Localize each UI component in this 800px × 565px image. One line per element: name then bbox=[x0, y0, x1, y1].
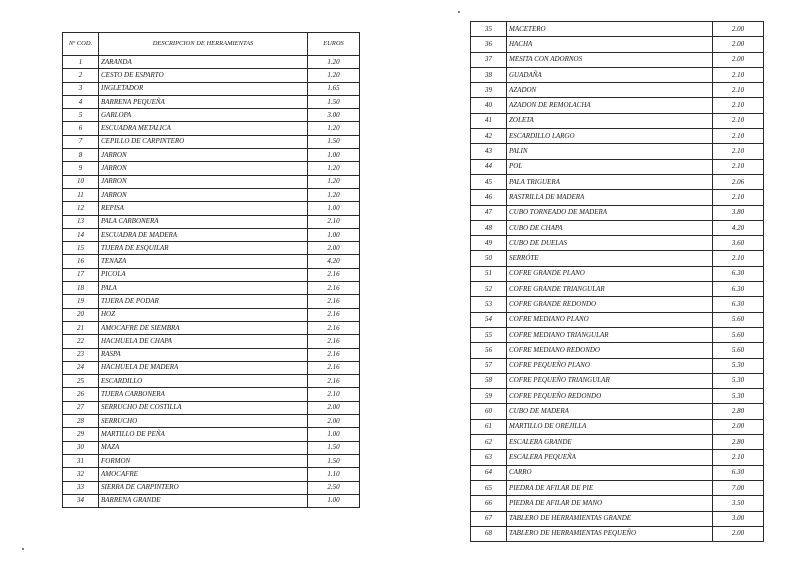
right-table-body bbox=[471, 22, 764, 542]
item-price-cell: 1.10 bbox=[308, 468, 360, 481]
item-price-cell: 2.50 bbox=[308, 481, 360, 494]
table-row bbox=[471, 22, 764, 37]
item-price-cell: 5.60 bbox=[713, 327, 764, 342]
tools-table-left bbox=[62, 32, 360, 508]
item-code-cell: 19 bbox=[63, 295, 99, 308]
code-column-header: Nº COD. bbox=[63, 33, 99, 56]
table-row bbox=[63, 428, 360, 441]
table-row bbox=[471, 144, 764, 159]
item-price-cell: 2.06 bbox=[713, 174, 764, 189]
table-row bbox=[63, 441, 360, 454]
table-header-row bbox=[63, 33, 360, 56]
item-price-cell: 7.00 bbox=[713, 480, 764, 495]
item-description-cell: PICOLA bbox=[99, 268, 308, 281]
table-row bbox=[471, 67, 764, 82]
table-row bbox=[63, 308, 360, 321]
item-code-cell: 13 bbox=[63, 215, 99, 228]
item-description-cell: CUBO DE CHAPA bbox=[507, 220, 713, 235]
table-row bbox=[471, 52, 764, 67]
item-description-cell: JARRON bbox=[99, 188, 308, 201]
tools-table-right bbox=[470, 21, 764, 542]
table-row bbox=[63, 202, 360, 215]
item-description-cell: CEPILLO DE CARPINTERO bbox=[99, 135, 308, 148]
item-price-cell: 2.16 bbox=[308, 361, 360, 374]
table-row bbox=[471, 266, 764, 281]
item-price-cell: 1.20 bbox=[308, 162, 360, 175]
item-price-cell: 1.65 bbox=[308, 82, 360, 95]
item-code-cell: 42 bbox=[471, 129, 507, 144]
item-description-cell: CARRO bbox=[507, 465, 713, 480]
item-description-cell: AMOCAFRE bbox=[99, 468, 308, 481]
item-description-cell: REPISA bbox=[99, 202, 308, 215]
item-price-cell: 1.00 bbox=[308, 428, 360, 441]
item-description-cell: INGLETADOR bbox=[99, 82, 308, 95]
item-price-cell: 1.00 bbox=[308, 228, 360, 241]
item-price-cell: 2.10 bbox=[713, 251, 764, 266]
table-row bbox=[471, 205, 764, 220]
table-row bbox=[471, 435, 764, 450]
table-row bbox=[471, 450, 764, 465]
table-row bbox=[63, 82, 360, 95]
item-price-cell: 3.60 bbox=[713, 236, 764, 251]
item-code-cell: 33 bbox=[63, 481, 99, 494]
item-code-cell: 68 bbox=[471, 526, 507, 541]
item-code-cell: 6 bbox=[63, 122, 99, 135]
item-description-cell: JARRON bbox=[99, 149, 308, 162]
item-description-cell: MARTILLO DE PEÑA bbox=[99, 428, 308, 441]
item-price-cell: 2.00 bbox=[713, 419, 764, 434]
item-description-cell: POL bbox=[507, 159, 713, 174]
item-description-cell: ZARANDA bbox=[99, 56, 308, 69]
item-code-cell: 60 bbox=[471, 404, 507, 419]
item-code-cell: 16 bbox=[63, 255, 99, 268]
table-row bbox=[471, 190, 764, 205]
item-code-cell: 66 bbox=[471, 496, 507, 511]
item-price-cell: 2.10 bbox=[713, 450, 764, 465]
item-price-cell: 2.00 bbox=[713, 22, 764, 37]
item-price-cell: 1.20 bbox=[308, 56, 360, 69]
item-price-cell: 2.10 bbox=[713, 67, 764, 82]
item-description-cell: HACHUELA DE CHAPA bbox=[99, 335, 308, 348]
item-price-cell: 5.60 bbox=[713, 343, 764, 358]
item-code-cell: 56 bbox=[471, 343, 507, 358]
item-price-cell: 3.00 bbox=[308, 109, 360, 122]
item-price-cell: 3.50 bbox=[713, 496, 764, 511]
item-description-cell: PIEDRA DE AFILAR DE PIE bbox=[507, 480, 713, 495]
item-description-cell: GUADAÑA bbox=[507, 67, 713, 82]
table-row bbox=[63, 335, 360, 348]
item-description-cell: AZADON bbox=[507, 83, 713, 98]
item-code-cell: 10 bbox=[63, 175, 99, 188]
item-price-cell: 1.50 bbox=[308, 95, 360, 108]
item-description-cell: JARRON bbox=[99, 162, 308, 175]
item-description-cell: TABLERO DE HERRAMIENTAS GRANDE bbox=[507, 511, 713, 526]
table-row bbox=[471, 465, 764, 480]
item-price-cell: 1.00 bbox=[308, 149, 360, 162]
table-row bbox=[471, 251, 764, 266]
item-price-cell: 5.30 bbox=[713, 358, 764, 373]
item-code-cell: 27 bbox=[63, 401, 99, 414]
item-description-cell: PALA CARBONERA bbox=[99, 215, 308, 228]
item-code-cell: 29 bbox=[63, 428, 99, 441]
item-price-cell: 2.00 bbox=[713, 52, 764, 67]
item-code-cell: 25 bbox=[63, 375, 99, 388]
item-code-cell: 38 bbox=[471, 67, 507, 82]
item-description-cell: ESCUADRA METALICA bbox=[99, 122, 308, 135]
table-row bbox=[63, 215, 360, 228]
item-price-cell: 2.10 bbox=[713, 83, 764, 98]
table-row bbox=[63, 375, 360, 388]
table-row bbox=[63, 268, 360, 281]
item-description-cell: COFRE GRANDE REDONDO bbox=[507, 297, 713, 312]
table-row bbox=[471, 358, 764, 373]
table-row bbox=[63, 454, 360, 467]
item-code-cell: 15 bbox=[63, 242, 99, 255]
item-code-cell: 9 bbox=[63, 162, 99, 175]
item-price-cell: 2.10 bbox=[713, 159, 764, 174]
item-code-cell: 14 bbox=[63, 228, 99, 241]
item-code-cell: 65 bbox=[471, 480, 507, 495]
table-row bbox=[63, 468, 360, 481]
item-description-cell: AZADON DE REMOLACHA bbox=[507, 98, 713, 113]
item-code-cell: 31 bbox=[63, 454, 99, 467]
table-row bbox=[471, 511, 764, 526]
item-description-cell: PIEDRA DE AFILAR DE MANO bbox=[507, 496, 713, 511]
table-row bbox=[471, 526, 764, 541]
table-row bbox=[63, 321, 360, 334]
item-code-cell: 17 bbox=[63, 268, 99, 281]
item-code-cell: 43 bbox=[471, 144, 507, 159]
item-code-cell: 40 bbox=[471, 98, 507, 113]
table-row bbox=[63, 175, 360, 188]
table-row bbox=[471, 98, 764, 113]
item-price-cell: 2.10 bbox=[713, 129, 764, 144]
item-description-cell: COFRE GRANDE PLANO bbox=[507, 266, 713, 281]
item-code-cell: 20 bbox=[63, 308, 99, 321]
table-row bbox=[471, 343, 764, 358]
table-row bbox=[63, 282, 360, 295]
item-description-cell: COFRE PEQUEÑO REDONDO bbox=[507, 389, 713, 404]
table-row bbox=[63, 69, 360, 82]
item-price-cell: 3.00 bbox=[713, 511, 764, 526]
item-code-cell: 47 bbox=[471, 205, 507, 220]
left-table-body bbox=[63, 56, 360, 508]
item-code-cell: 67 bbox=[471, 511, 507, 526]
item-price-cell: 2.16 bbox=[308, 348, 360, 361]
item-description-cell: CUBO TORNEADO DE MADERA bbox=[507, 205, 713, 220]
item-code-cell: 5 bbox=[63, 109, 99, 122]
item-price-cell: 2.80 bbox=[713, 435, 764, 450]
item-code-cell: 48 bbox=[471, 220, 507, 235]
item-description-cell: MAZA bbox=[99, 441, 308, 454]
item-price-cell: 1.20 bbox=[308, 175, 360, 188]
item-description-cell: TENAZA bbox=[99, 255, 308, 268]
item-code-cell: 24 bbox=[63, 361, 99, 374]
item-code-cell: 44 bbox=[471, 159, 507, 174]
item-description-cell: FORMON bbox=[99, 454, 308, 467]
item-description-cell: GARLOPA bbox=[99, 109, 308, 122]
item-description-cell: HOZ bbox=[99, 308, 308, 321]
item-code-cell: 55 bbox=[471, 327, 507, 342]
item-price-cell: 2.00 bbox=[713, 526, 764, 541]
item-price-cell: 2.00 bbox=[308, 401, 360, 414]
item-description-cell: COFRE MEDIANO REDONDO bbox=[507, 343, 713, 358]
item-code-cell: 22 bbox=[63, 335, 99, 348]
item-price-cell: 2.16 bbox=[308, 335, 360, 348]
item-code-cell: 61 bbox=[471, 419, 507, 434]
item-description-cell: CESTO DE ESPARTO bbox=[99, 69, 308, 82]
item-code-cell: 59 bbox=[471, 389, 507, 404]
table-row bbox=[63, 295, 360, 308]
item-price-cell: 5.30 bbox=[713, 373, 764, 388]
item-description-cell: COFRE MEDIANO TRIANGULAR bbox=[507, 327, 713, 342]
item-description-cell: SERRÓTE bbox=[507, 251, 713, 266]
item-price-cell: 5.30 bbox=[713, 389, 764, 404]
table-row bbox=[63, 481, 360, 494]
item-code-cell: 21 bbox=[63, 321, 99, 334]
item-price-cell: 2.16 bbox=[308, 321, 360, 334]
item-price-cell: 2.16 bbox=[308, 308, 360, 321]
table-row bbox=[471, 113, 764, 128]
item-description-cell: CUBO DE DUELAS bbox=[507, 236, 713, 251]
item-code-cell: 41 bbox=[471, 113, 507, 128]
table-row bbox=[471, 83, 764, 98]
item-price-cell: 2.16 bbox=[308, 375, 360, 388]
item-code-cell: 39 bbox=[471, 83, 507, 98]
item-price-cell: 6.30 bbox=[713, 465, 764, 480]
table-row bbox=[63, 494, 360, 507]
item-code-cell: 34 bbox=[63, 494, 99, 507]
item-price-cell: 2.00 bbox=[308, 242, 360, 255]
table-row bbox=[471, 373, 764, 388]
item-code-cell: 50 bbox=[471, 251, 507, 266]
item-price-cell: 1.00 bbox=[308, 494, 360, 507]
item-price-cell: 6.30 bbox=[713, 297, 764, 312]
item-description-cell: CUBO DE MADERA bbox=[507, 404, 713, 419]
item-price-cell: 1.20 bbox=[308, 69, 360, 82]
item-description-cell: PALIN bbox=[507, 144, 713, 159]
item-description-cell: COFRE PEQUEÑO TRIANGULAR bbox=[507, 373, 713, 388]
item-code-cell: 54 bbox=[471, 312, 507, 327]
item-description-cell: COFRE GRANDE TRIANGULAR bbox=[507, 282, 713, 297]
item-code-cell: 49 bbox=[471, 236, 507, 251]
item-price-cell: 6.30 bbox=[713, 282, 764, 297]
description-column-header: DESCRIPCION DE HERRAMIENTAS bbox=[99, 33, 308, 56]
item-description-cell: ESCARDILLO LARGO bbox=[507, 129, 713, 144]
table-row bbox=[471, 389, 764, 404]
item-price-cell: 2.16 bbox=[308, 295, 360, 308]
item-price-cell: 2.10 bbox=[308, 215, 360, 228]
table-row bbox=[63, 242, 360, 255]
table-row bbox=[471, 312, 764, 327]
item-description-cell: TIJERA DE PODAR bbox=[99, 295, 308, 308]
item-price-cell: 2.10 bbox=[713, 113, 764, 128]
item-description-cell: MESITA CON ADORNOS bbox=[507, 52, 713, 67]
item-description-cell: SIERRA DE CARPINTERO bbox=[99, 481, 308, 494]
item-code-cell: 30 bbox=[63, 441, 99, 454]
table-row bbox=[63, 415, 360, 428]
item-code-cell: 45 bbox=[471, 174, 507, 189]
item-price-cell: 2.80 bbox=[713, 404, 764, 419]
item-price-cell: 5.60 bbox=[713, 312, 764, 327]
table-row bbox=[471, 159, 764, 174]
item-description-cell: COFRE MEDIANO PLANO bbox=[507, 312, 713, 327]
item-code-cell: 36 bbox=[471, 37, 507, 52]
item-code-cell: 32 bbox=[63, 468, 99, 481]
item-description-cell: ESCALERA GRANDE bbox=[507, 435, 713, 450]
item-code-cell: 4 bbox=[63, 95, 99, 108]
item-code-cell: 26 bbox=[63, 388, 99, 401]
item-description-cell: PALA TRIGUERA bbox=[507, 174, 713, 189]
table-row bbox=[63, 149, 360, 162]
item-description-cell: TABLERO DE HERRAMIENTAS PEQUEÑO bbox=[507, 526, 713, 541]
item-description-cell: MARTILLO DE OREJILLA bbox=[507, 419, 713, 434]
item-price-cell: 2.10 bbox=[713, 98, 764, 113]
table-row bbox=[63, 388, 360, 401]
table-row bbox=[471, 297, 764, 312]
item-code-cell: 57 bbox=[471, 358, 507, 373]
item-code-cell: 63 bbox=[471, 450, 507, 465]
table-row bbox=[471, 236, 764, 251]
table-row bbox=[471, 282, 764, 297]
item-code-cell: 8 bbox=[63, 149, 99, 162]
item-price-cell: 1.50 bbox=[308, 441, 360, 454]
table-row bbox=[471, 220, 764, 235]
table-row bbox=[63, 109, 360, 122]
item-description-cell: ZOLETA bbox=[507, 113, 713, 128]
item-description-cell: ESCALERA PEQUEÑA bbox=[507, 450, 713, 465]
item-price-cell: 4.20 bbox=[713, 220, 764, 235]
table-row bbox=[63, 401, 360, 414]
item-price-cell: 2.16 bbox=[308, 268, 360, 281]
item-code-cell: 58 bbox=[471, 373, 507, 388]
item-code-cell: 52 bbox=[471, 282, 507, 297]
table-row bbox=[63, 95, 360, 108]
item-price-cell: 2.10 bbox=[713, 190, 764, 205]
item-price-cell: 2.16 bbox=[308, 282, 360, 295]
item-description-cell: JARRON bbox=[99, 175, 308, 188]
item-price-cell: 1.00 bbox=[308, 202, 360, 215]
item-code-cell: 2 bbox=[63, 69, 99, 82]
item-description-cell: TIJERA CARBONERA bbox=[99, 388, 308, 401]
table-row bbox=[63, 228, 360, 241]
table-row bbox=[63, 56, 360, 69]
price-column-header: EUROS bbox=[308, 33, 360, 56]
table-row bbox=[63, 135, 360, 148]
item-description-cell: MACETERO bbox=[507, 22, 713, 37]
item-code-cell: 51 bbox=[471, 266, 507, 281]
item-description-cell: ESCARDILLO bbox=[99, 375, 308, 388]
item-code-cell: 37 bbox=[471, 52, 507, 67]
item-price-cell: 1.20 bbox=[308, 188, 360, 201]
scan-speck bbox=[458, 11, 460, 13]
item-code-cell: 53 bbox=[471, 297, 507, 312]
item-price-cell: 2.10 bbox=[308, 388, 360, 401]
item-price-cell: 1.20 bbox=[308, 122, 360, 135]
item-price-cell: 1.50 bbox=[308, 135, 360, 148]
item-price-cell: 4.20 bbox=[308, 255, 360, 268]
item-description-cell: RASPA bbox=[99, 348, 308, 361]
item-price-cell: 2.10 bbox=[713, 144, 764, 159]
table-row bbox=[471, 496, 764, 511]
item-description-cell: HACHUELA DE MADERA bbox=[99, 361, 308, 374]
item-code-cell: 62 bbox=[471, 435, 507, 450]
table-row bbox=[471, 404, 764, 419]
item-description-cell: HACHA bbox=[507, 37, 713, 52]
item-code-cell: 12 bbox=[63, 202, 99, 215]
table-row bbox=[63, 122, 360, 135]
item-code-cell: 7 bbox=[63, 135, 99, 148]
item-code-cell: 18 bbox=[63, 282, 99, 295]
item-description-cell: AMOCAFRE DE SIEMBRA bbox=[99, 321, 308, 334]
table-row bbox=[471, 174, 764, 189]
table-row bbox=[471, 480, 764, 495]
item-description-cell: SERRUCHO bbox=[99, 415, 308, 428]
table-row bbox=[63, 361, 360, 374]
item-code-cell: 3 bbox=[63, 82, 99, 95]
table-row bbox=[63, 348, 360, 361]
item-code-cell: 1 bbox=[63, 56, 99, 69]
item-description-cell: COFRE PEQUEÑO PLANO bbox=[507, 358, 713, 373]
item-description-cell: TIJERA DE ESQUILAR bbox=[99, 242, 308, 255]
table-row bbox=[63, 162, 360, 175]
item-description-cell: PALA bbox=[99, 282, 308, 295]
item-code-cell: 46 bbox=[471, 190, 507, 205]
table-row bbox=[471, 327, 764, 342]
item-price-cell: 1.50 bbox=[308, 454, 360, 467]
table-row bbox=[471, 37, 764, 52]
item-description-cell: ESCUADRA DE MADERA bbox=[99, 228, 308, 241]
table-row bbox=[471, 129, 764, 144]
item-code-cell: 28 bbox=[63, 415, 99, 428]
item-price-cell: 6.30 bbox=[713, 266, 764, 281]
item-price-cell: 2.00 bbox=[308, 415, 360, 428]
item-code-cell: 23 bbox=[63, 348, 99, 361]
item-description-cell: SERRUCHO DE COSTILLA bbox=[99, 401, 308, 414]
item-code-cell: 11 bbox=[63, 188, 99, 201]
item-price-cell: 2.00 bbox=[713, 37, 764, 52]
table-row bbox=[63, 188, 360, 201]
item-description-cell: RASTRILLA DE MADERA bbox=[507, 190, 713, 205]
item-code-cell: 35 bbox=[471, 22, 507, 37]
item-code-cell: 64 bbox=[471, 465, 507, 480]
item-description-cell: BARRENA GRANDE bbox=[99, 494, 308, 507]
scan-speck bbox=[22, 548, 24, 550]
item-description-cell: BARRENA PEQUEÑA bbox=[99, 95, 308, 108]
table-row bbox=[471, 419, 764, 434]
item-price-cell: 3.80 bbox=[713, 205, 764, 220]
table-row bbox=[63, 255, 360, 268]
